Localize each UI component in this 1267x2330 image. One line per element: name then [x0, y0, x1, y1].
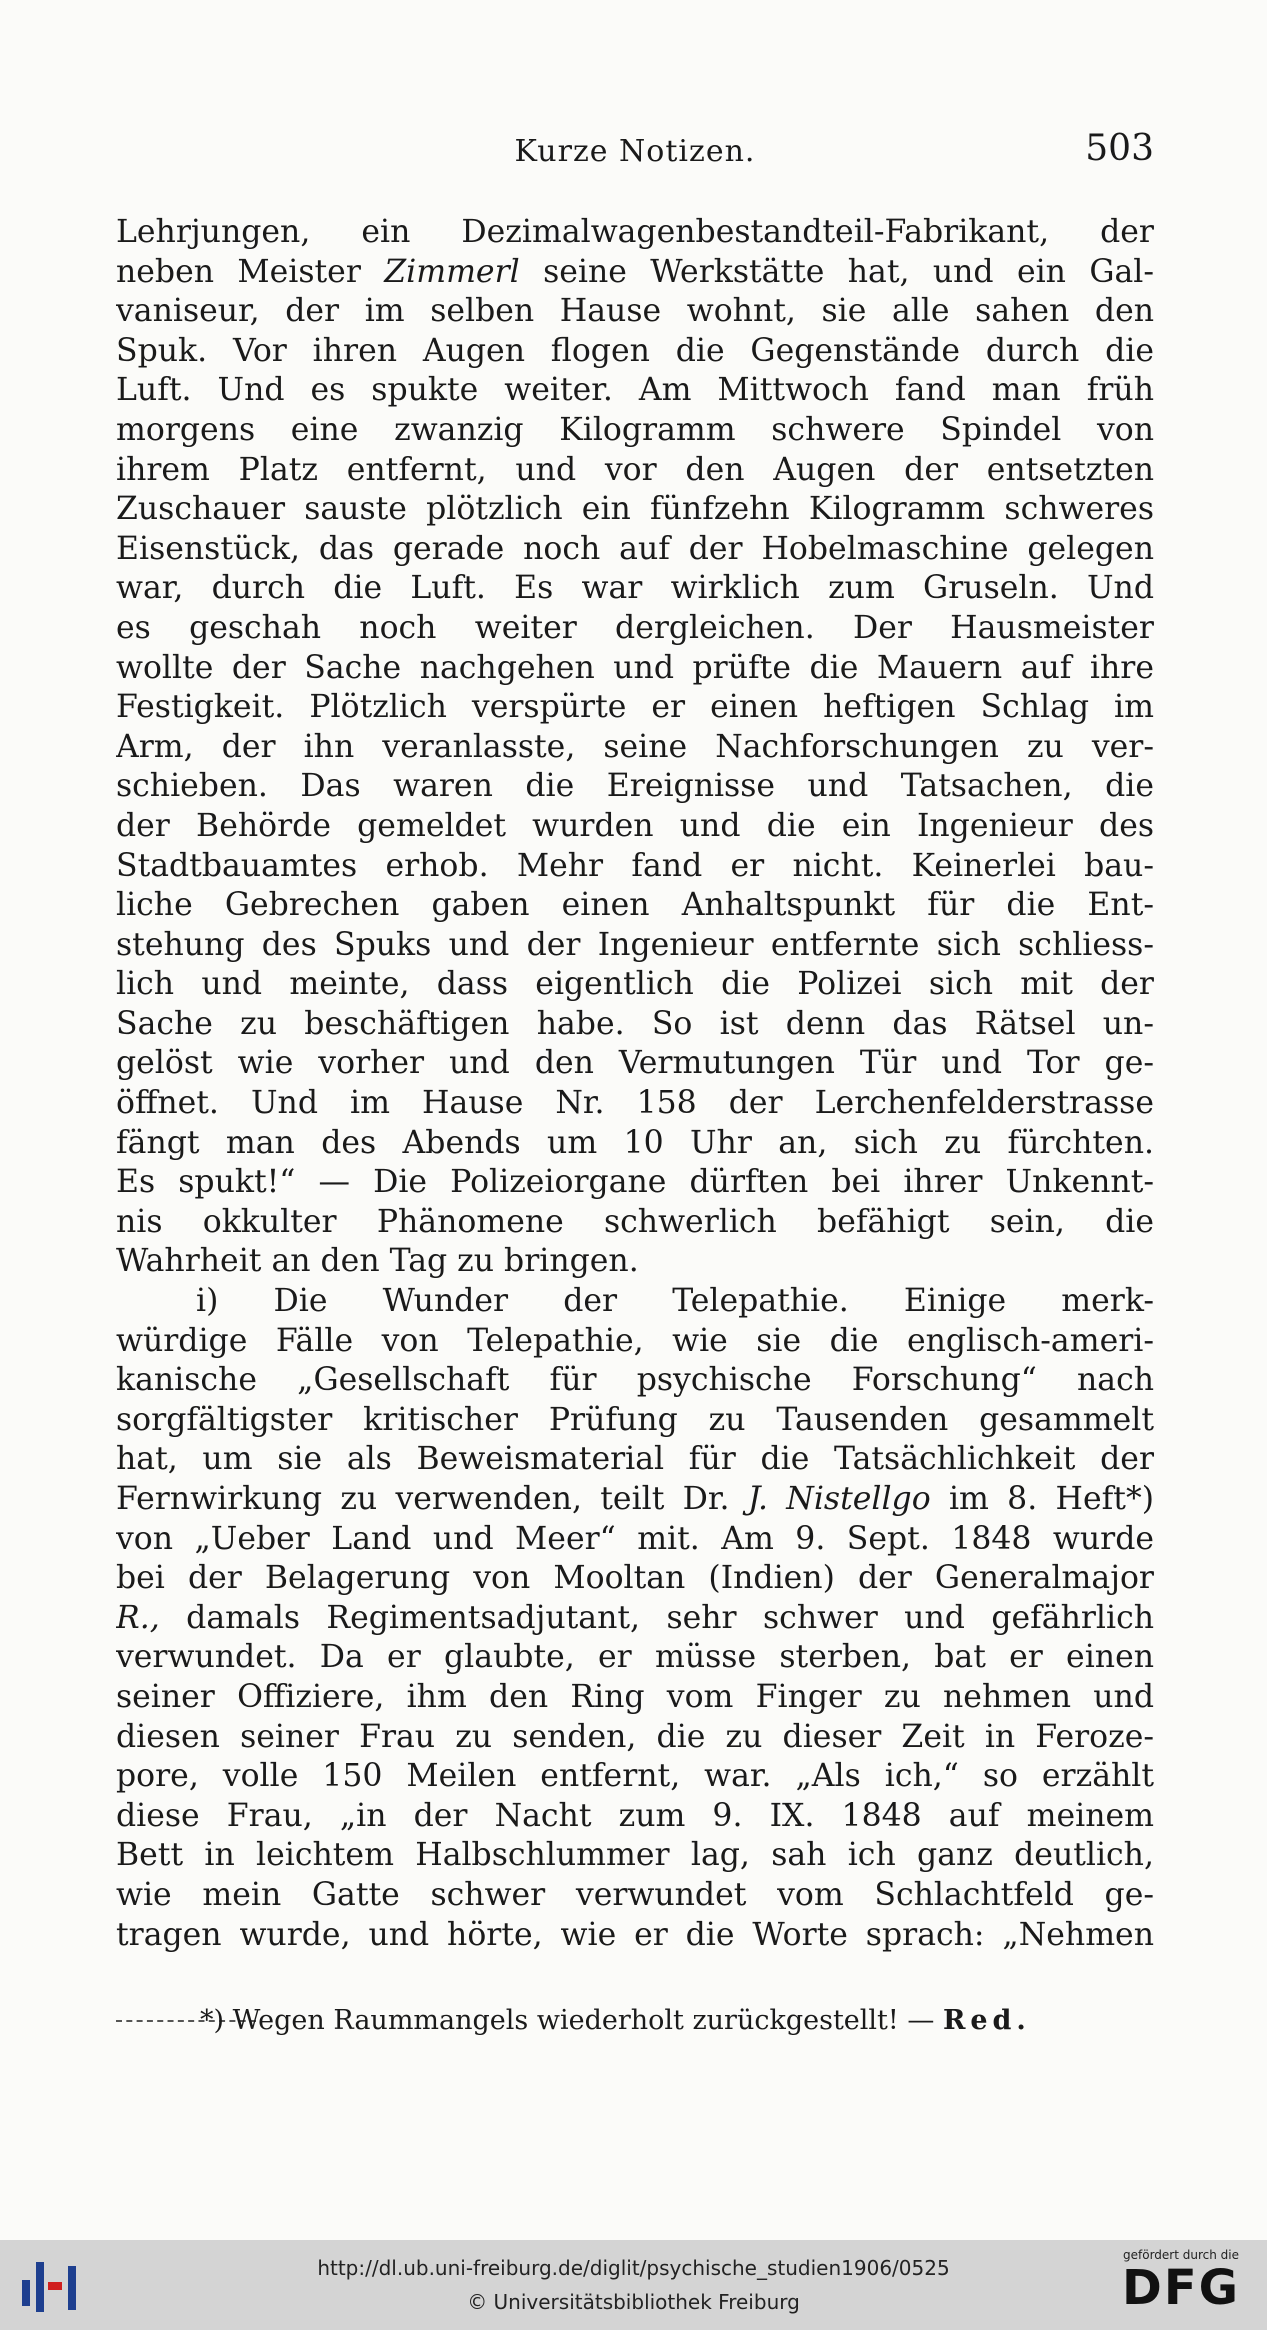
text-line: liche Gebrechen gaben einen Anhaltspunkt für die Ent-: [116, 887, 1154, 924]
italic-name: R.,: [116, 1599, 160, 1636]
text-line: gelöst wie vorher und den Vermutungen Tür und Tor ge-: [116, 1045, 1154, 1082]
text-line: kanische „Gesellschaft für psychische Forschung“ nach: [116, 1362, 1154, 1399]
text-line: Wahrheit an den Tag zu bringen.: [116, 1243, 639, 1280]
text-line: seiner Offiziere, ihm den Ring vom Finger zu nehmen und: [116, 1678, 1154, 1715]
footnote: [200, 2003, 1130, 2039]
permalink-url[interactable]: http://dl.ub.uni-freiburg.de/diglit/psychische_studien1906/0525: [317, 2256, 950, 2280]
text-line: wollte der Sache nachgehen und prüfte die Mauern auf ihre: [116, 649, 1154, 686]
text-line: verwundet. Da er glaubte, er müsse sterben, bat er einen: [116, 1639, 1154, 1676]
text-line: Zuschauer sauste plötzlich ein fünfzehn Kilogramm schweres: [116, 491, 1154, 528]
text-line: Eisenstück, das gerade noch auf der Hobelmaschine gelegen: [116, 530, 1154, 567]
text-line: Fernwirkung zu verwenden, teilt Dr. J. Nistellgo im 8. Heft*): [116, 1481, 1154, 1517]
text-line: Sache zu beschäftigen habe. So ist denn das Rätsel un-: [116, 1005, 1154, 1042]
text-line: R., damals Regimentsadjutant, sehr schwer und gefährlich: [116, 1599, 1154, 1636]
text-line: fängt man des Abends um 10 Uhr an, sich zu fürchten.: [116, 1124, 1154, 1161]
text-line: neben Meister Zimmerl seine Werkstätte hat, und ein Gal-: [116, 253, 1154, 290]
text-line: schieben. Das waren die Ereignisse und Tatsachen, die: [116, 768, 1154, 805]
text-line: bei der Belagerung von Mooltan (Indien) der Generalmajor: [116, 1560, 1154, 1597]
text-line: der Behörde gemeldet wurden und die ein Ingenieur des: [116, 807, 1154, 844]
text-line: vaniseur, der im selben Hause wohnt, sie alle sahen den: [116, 293, 1154, 330]
text-line: hat, um sie als Beweismaterial für die Tatsächlichkeit der: [116, 1441, 1154, 1478]
dfg-logo: [1111, 2248, 1251, 2324]
text-line: Es spukt!“ — Die Polizeiorgane dürften bei ihrer Unkennt-: [116, 1164, 1154, 1201]
text-line: stehung des Spuks und der Ingenieur entfernte sich schliess-: [116, 926, 1154, 963]
dfg-tagline: gefördert durch die: [1123, 2248, 1239, 2262]
italic-name: J. Nistellgo: [747, 1481, 931, 1517]
text-line: war, durch die Luft. Es war wirklich zum Gruseln. Und: [116, 570, 1154, 607]
footnote-signature: Red.: [942, 2005, 1031, 2036]
text-line: von „Ueber Land und Meer“ mit. Am 9. Sept. 1848 wurde: [116, 1520, 1154, 1557]
text-line: i) Die Wunder der Telepathie. Einige merk-: [196, 1283, 1154, 1320]
text-line: es geschah noch weiter dergleichen. Der Hausmeister: [116, 609, 1154, 646]
text-line: morgens eine zwanzig Kilogramm schwere Spindel von: [116, 411, 1154, 448]
footnote-text: *) Wegen Raummangels wiederholt zurückgestellt! —: [200, 2005, 935, 2036]
text-line: pore, volle 150 Meilen entfernt, war. „Als ich,“ so erzählt: [116, 1758, 1154, 1795]
text-line: öffnet. Und im Hause Nr. 158 der Lerchenfelderstrasse: [116, 1085, 1154, 1122]
running-title: Kurze Notizen.: [514, 134, 756, 169]
dfg-wordmark: DFG: [1121, 2260, 1241, 2316]
text-line: nis okkulter Phänomene schwerlich befähigt sein, die: [116, 1203, 1154, 1240]
running-header: [116, 128, 1154, 178]
text-line: wie mein Gatte schwer verwundet vom Schlachtfeld ge-: [116, 1876, 1154, 1913]
text-line: Festigkeit. Plötzlich verspürte er einen heftigen Schlag im: [116, 689, 1154, 726]
text-line: diese Frau, „in der Nacht zum 9. IX. 1848 auf meinem: [116, 1797, 1154, 1834]
text-line: Arm, der ihn veranlasste, seine Nachforschungen zu ver-: [116, 728, 1154, 765]
text-line: Luft. Und es spukte weiter. Am Mittwoch fand man früh: [116, 372, 1154, 409]
text-line: Lehrjungen, ein Dezimalwagenbestandteil-Fabrikant, der: [116, 214, 1154, 250]
italic-name: Zimmerl: [384, 253, 520, 290]
text-line: Bett in leichtem Halbschlummer lag, sah ich ganz deutlich,: [116, 1837, 1154, 1874]
text-line: lich und meinte, dass eigentlich die Polizei sich mit der: [116, 966, 1154, 1003]
text-line: Spuk. Vor ihren Augen flogen die Gegenstände durch die: [116, 332, 1154, 369]
copyright-notice: © Universitätsbibliothek Freiburg: [467, 2290, 800, 2314]
text-line: Stadtbauamtes erhob. Mehr fand er nicht. Keinerlei bau-: [116, 847, 1154, 884]
text-line: ihrem Platz entfernt, und vor den Augen der entsetzten: [116, 451, 1154, 488]
text-line: diesen seiner Frau zu senden, die zu dieser Zeit in Feroze-: [116, 1718, 1154, 1755]
viewer-footer: [0, 2240, 1267, 2330]
body-text: [116, 213, 1154, 1955]
text-line: würdige Fälle von Telepathie, wie sie die englisch-ameri-: [116, 1322, 1154, 1359]
text-line: sorgfältigster kritischer Prüfung zu Tausenden gesammelt: [116, 1401, 1154, 1438]
text-line: tragen wurde, und hörte, wie er die Worte sprach: „Nehmen: [116, 1916, 1154, 1953]
page-number: 503: [1085, 128, 1154, 169]
